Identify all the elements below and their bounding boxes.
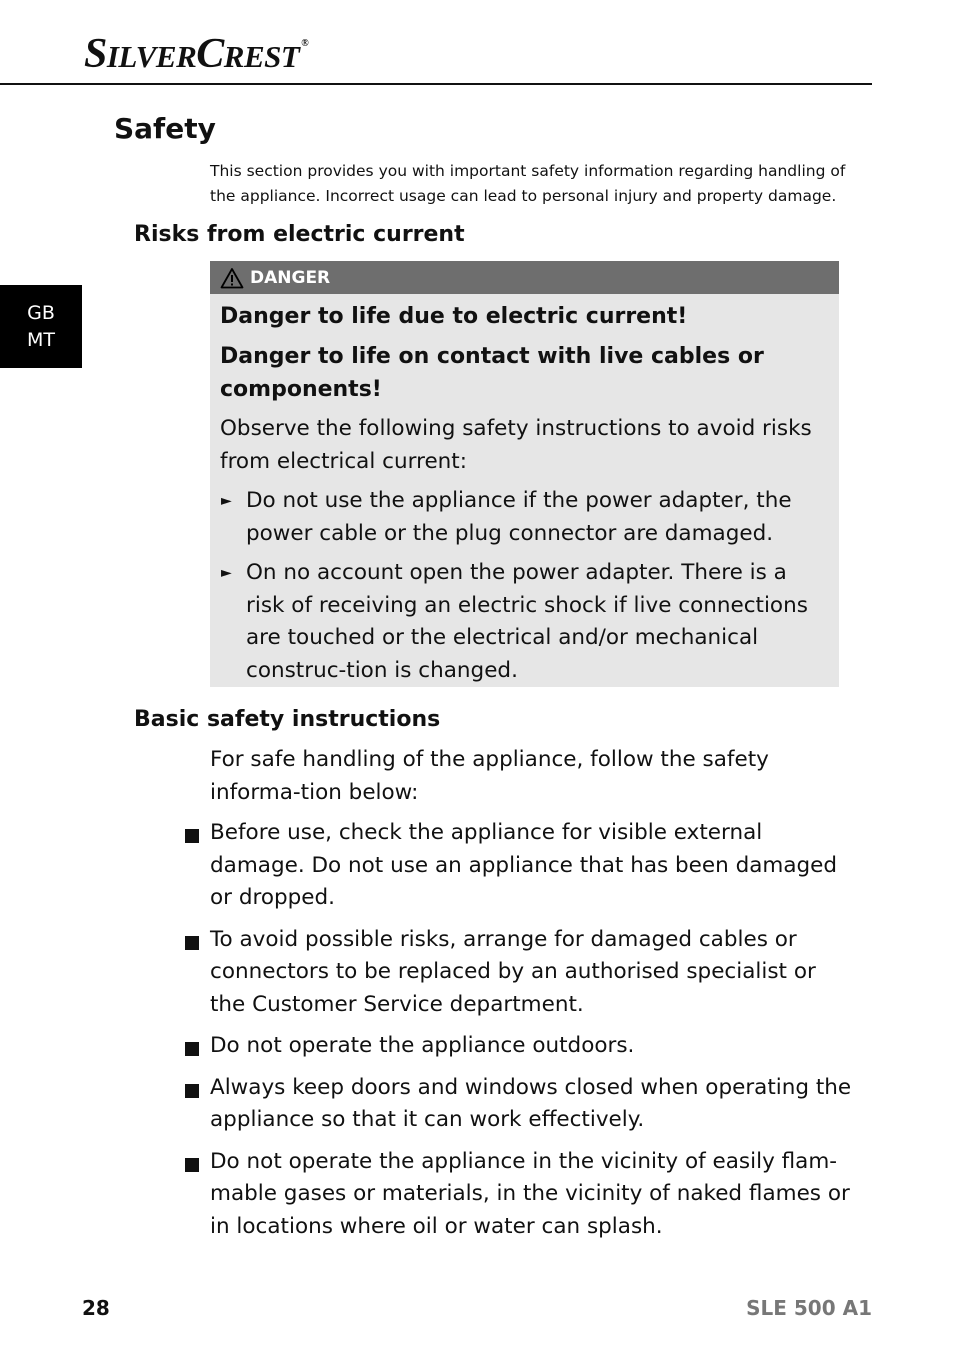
square-bullet-icon: [185, 1084, 199, 1098]
square-bullet-icon: [185, 936, 199, 950]
square-bullet-icon: [185, 1158, 199, 1172]
arrow-bullet-icon: ►: [221, 565, 232, 581]
language-code-gb: GB: [27, 301, 55, 324]
section-intro: This section provides you with important safety information regarding handling of the appliance. Incorrect usage can lead to personal injury and property damage.: [210, 162, 846, 205]
list-item-text: To avoid possible risks, arrange for damaged cables or connectors to be replaced by an authorised specialist or the Customer Service department.: [210, 926, 816, 1017]
risks-heading: Risks from electric current: [134, 222, 465, 247]
list-item: [183, 1146, 853, 1244]
list-item: [183, 1030, 853, 1063]
header-rule: [0, 83, 872, 85]
logo-letter-s: S: [84, 31, 107, 77]
basic-intro: For safe handling of the appliance, follow the safety informa-tion below:: [210, 747, 769, 805]
language-tab: [0, 285, 82, 368]
logo-word-rest: REST: [223, 39, 300, 74]
brand-logo: [84, 30, 309, 78]
list-item: [183, 817, 853, 915]
list-item: [183, 924, 853, 1022]
section-title: Safety: [114, 112, 216, 145]
danger-headline-2: Danger to life on contact with live cables or components!: [220, 344, 764, 402]
page-number: 28: [82, 1296, 110, 1320]
registered-mark: ®: [301, 38, 309, 49]
model-number: SLE 500 A1: [746, 1296, 872, 1320]
language-code-mt: MT: [27, 328, 55, 351]
list-item: [183, 1072, 853, 1137]
list-item-text: Before use, check the appliance for visible external damage. Do not use an appliance that has been damaged or dropped.: [210, 820, 838, 910]
logo-letter-c: C: [196, 31, 224, 77]
danger-bar: [210, 261, 839, 294]
arrow-bullet-icon: ►: [221, 493, 232, 509]
list-item: [220, 557, 819, 687]
list-item-text: Always keep doors and windows closed when operating the appliance so that it can work effectively.: [210, 1074, 852, 1132]
danger-headline-1: Danger to life due to electric current!: [220, 304, 688, 329]
list-item-text: Do not operate the appliance outdoors.: [210, 1033, 635, 1058]
square-bullet-icon: [185, 829, 199, 843]
list-item: [220, 485, 819, 550]
danger-label: DANGER: [250, 267, 331, 288]
danger-content: [210, 294, 839, 687]
basic-instruction-list: [183, 817, 853, 1252]
logo-word-ilver: ILVER: [106, 39, 197, 74]
list-item-text: Do not operate the appliance in the vicinity of easily flam-mable gases or materials, in the vicinity of naked flames or in locations where oil or water can splash.: [210, 1148, 850, 1239]
danger-intro: Observe the following safety instructions to avoid risks from electrical current:: [220, 416, 812, 474]
square-bullet-icon: [185, 1042, 199, 1056]
list-item-text: On no account open the power adapter. There is a risk of receiving an electric shock if live connections are touched or the electrical and/or mechanical construc-tion is changed.: [246, 560, 808, 683]
basic-heading: Basic safety instructions: [134, 707, 441, 732]
danger-box: [210, 261, 839, 687]
danger-instruction-list: [220, 485, 819, 687]
list-item-text: Do not use the appliance if the power adapter, the power cable or the plug connector are damaged.: [246, 488, 792, 546]
warning-triangle-icon: [220, 267, 244, 289]
